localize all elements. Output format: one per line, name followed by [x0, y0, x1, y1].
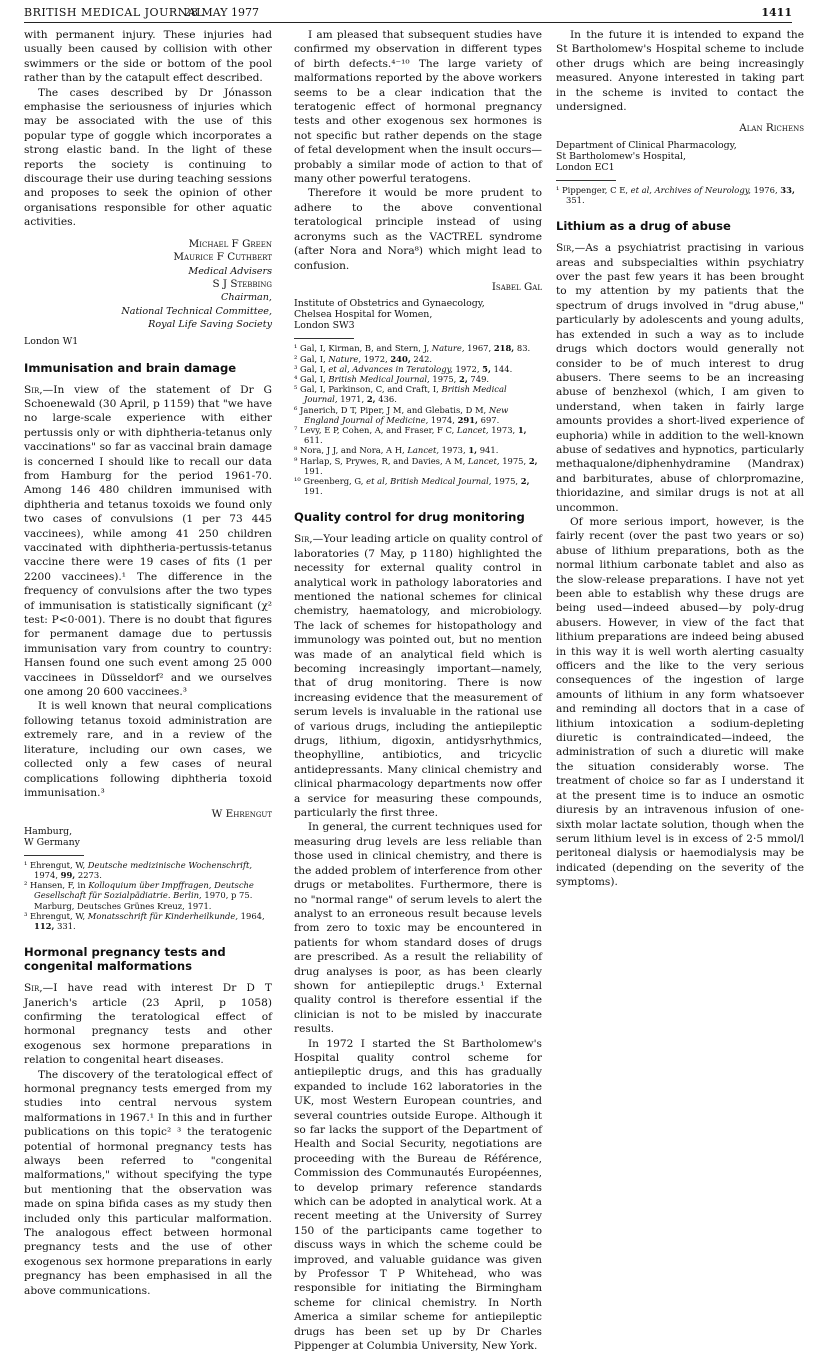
reference-item: ³ Gal, I, et al, Advances in Teratology, 1972, 5, 144. — [294, 363, 513, 374]
column-1 — [24, 28, 272, 1297]
references-rule — [294, 338, 354, 339]
reference-item: ⁹ Harlap, S, Prywes, R, and Davies, A M, Lancet, 1975, 2, 191. — [294, 455, 538, 476]
journal-name: BRITISH MEDICAL JOURNAL — [24, 6, 204, 19]
lithium-paragraph-2: Of more serious import, however, is the fairly recent (over the past two years or so) abuse of lithium preparations, both as the normal lithium carbonate tablet and also as the slow-release preparations. I have not yet been able to establish why these drugs are being used—indeed abused—by poly-drug abusers. However, in view of the fact that lithium preparations are indeed being abused in this way it is well worth alerting casualty officers and the like to the very serious consequences of the ingestion of large amounts of lithium in any form whatsoever and reminding all doctors that in a case of lithium intoxication a sodium-depleting diuretic is contraindicated—indeed, the administration of such a diuretic will make the situation considerably worse. The treatment of choice so far as I understand it at the present time is to induce an osmotic diuresis by an intravenous infusion of one-sixth molar lactate solution, though when the serum lithium level is in excess of 2·5 mmol/l peritoneal dialysis or haemodialysis may be indicated (depending on the severity of the symptoms). — [556, 515, 804, 889]
immunisation-references — [24, 860, 272, 931]
reference-item: ⁶ Janerich, D T, Piper, J M, and Glebatis, D M, New England Journal of Medicine, 1974, 291, 697. — [294, 404, 509, 425]
salutation: Sir, — [24, 383, 43, 396]
quality-paragraph-1: Sir,—Your leading article on quality control of laboratories (7 May, p 1180) highlighted the necessity for external quality control in analytical work in pathology laboratories and mentioned the national schemes for clinical chemistry, haematology, and microbiology. The lack of schemes for histopathology and immunology was pointed out, but no mention was made of an analytical field which is becoming increasingly important—namely, that of drug monitoring. There is now increasing evidence that the measurement of serum levels is invaluable in the rational use of various drugs, including the antiepileptic drugs, lithium, digoxin, antidysrhythmics, theophylline, antibiotics, and tricyclic antidepressants. Many clinical chemistry and clinical pharmacology departments now offer a service for measuring these compounds, particularly the first three. — [294, 533, 542, 820]
salutation: Sir, — [24, 982, 43, 995]
signature-stebbing: S J Stebbing — [212, 277, 272, 290]
goggles-address: London W1 — [24, 335, 79, 347]
column-2 — [294, 28, 542, 1353]
running-header — [24, 6, 792, 26]
role-chairman: Chairman, — [221, 292, 272, 304]
hormonal-paragraph-4: Therefore it would be more prudent to adhere to the above conventional teratological principle instead of using acronyms such as the VACTREL syndrome (after Nora and Nora⁸) which might lead to confusion. — [294, 187, 542, 272]
reference-item: ⁴ Gal, I, British Medical Journal, 1975, 2, 749. — [294, 373, 490, 384]
immunisation-signature: W Ehrengut — [211, 808, 272, 821]
reference-item: ⁸ Nora, J J, and Nora, A H, Lancet, 1973, 1, 941. — [294, 445, 499, 456]
role-committee: National Technical Committee, — [121, 305, 272, 317]
lithium-heading: Lithium as a drug of abuse — [556, 219, 731, 234]
role-medical-advisers: Medical Advisers — [188, 265, 272, 277]
role-society: Royal Life Saving Society — [148, 319, 272, 331]
immunisation-heading: Immunisation and brain damage — [24, 360, 237, 375]
reference-item: ⁷ Levy, E P, Cohen, A, and Fraser, F C, Lancet, 1973, 1, 611. — [294, 424, 527, 446]
signature-green: Michael F Green — [188, 237, 272, 250]
goggles-paragraph-2: The cases described by Dr Jónasson emphasise the seriousness of injuries which may be associated with the use of this popular type of goggle which incorporates a strong elastic band. In the light of these reports the society is continuing to discourage their use during teaching sessions and proposes to seek the opinion of other organisations responsible for other aquatic activities. — [24, 86, 272, 229]
quality-paragraph-2: In general, the current techniques used for measuring drug levels are less reliable than those used in clinical chemistry, and there is the added problem of interference from other drugs or metabolites. Furthermore, there is no "normal range" of serum levels to alert the analyst to an erroneous result because levels from zero to toxic may be encountered in patients for whom standard doses of drugs are prescribed. As a result the reliability of drug analyses is poor, as has been clearly shown for antiepileptic drugs.¹ External quality control is therefore essential if the clinician is not to be misled by inaccurate results. — [294, 821, 542, 1036]
references-rule — [556, 180, 616, 181]
quality-signature: Alan Richens — [739, 122, 804, 135]
lithium-paragraph-1: Sir,—As a psychiatrist practising in various areas and subspecialties within psychiatry over the past few years it has been brought to my attention by my patients that the spectrum of drugs involved in "drug abuse," particularly by adolescents and young adults, has extended in such a way as to include drugs which doctors would generally not consider to be of much interest to drug abusers. There seems to be an increasing abuse of benzhexol (which, I am given to understand, when taken in fairly large amounts provides a short-lived experience of euphoria) while in addition to the well-known abuse of sedatives and hypnotics, particularly methaqualone/diphenhydramine (Mandrax) and barbiturates, abuse of chlorpromazine, thioridazine, and similar drugs is not at all uncommon. — [556, 242, 804, 514]
immunisation-paragraph-1: Sir,—In view of the statement of Dr G Schoenewald (30 April, p 1159) that "we have no large-scale experience with either pertussis only or with diphtheria-tetanus only vaccinations" so far as vaccinal brain damage is concerned I should like to recall our data from Hamburg for the period 1961-70. Among 146 480 children immunised with diphtheria and tetanus toxoids we found only two cases of convulsions (1 per 73 445 vaccinees), while among 41 250 children vaccinated with diphtheria-pertussis-tetanus vaccine there were 19 cases of fits (1 per 2200 vaccinees).¹ The difference in the frequency of convulsions after the two types of immunisation is statistically significant (χ² test: P<0·001). There is no doubt that figures for permanent damage due to pertussis immunisation vary from country to country: Hansen found one such event among 25 000 vaccinees in Düsseldorf² and we ourselves one among 20 600 vaccinees.³ — [24, 383, 272, 699]
goggles-paragraph-1: with permanent injury. These injuries had usually been caused by collision with other swimmers or the side or bottom of the pool rather than by the catapult effect described. — [24, 29, 272, 85]
reference-item: ³ Ehrengut, W, Monatsschrift für Kinderheilkunde, 1964, 112, 331. — [24, 910, 265, 931]
immunisation-address: Hamburg, W Germany — [24, 825, 80, 848]
hormonal-paragraph-1: Sir,—I have read with interest Dr D T Janerich's article (23 April, p 1058) confirming the teratological effect of hormonal pregnancy tests and other exogenous sex hormone preparations in relation to congenital heart diseases. — [24, 982, 272, 1067]
issue-date: 28 MAY 1977 — [184, 6, 260, 19]
reference-item: ¹ Gal, I, Kirman, B, and Stern, J, Nature, 1967, 218, 83. — [294, 343, 531, 354]
reference-item: ¹ Pippenger, C E, et al, Archives of Neurology, 1976, 33, 351. — [556, 184, 795, 206]
hormonal-references — [294, 343, 542, 496]
immunisation-paragraph-2: It is well known that neural complications following tetanus toxoid administration are extremely rare, and in a review of the literature, including our own cases, we collected only a few cases of neural complications following diphtheria toxoid immunisation.³ — [24, 700, 272, 799]
quality-heading: Quality control for drug monitoring — [294, 510, 525, 525]
quality-paragraph-3: In 1972 I started the St Bartholomew's Hospital quality control scheme for antiepileptic drugs, and this has gradually expanded to include 162 laboratories in the UK, most Western European countries, and several countries outside Europe. Although it so far lacks the support of the Department of Health and Social Security, negotiations are proceeding with the Bureau de Référence, Commission des Communautés Européennes, to develop primary reference standards which can be adopted in analytical work. At a recent meeting at the University of Surrey 150 of the participants came together to discuss ways in which the scheme could be improved, and valuable guidance was given by Professor T P Whitehead, who was responsible for initiating the Birmingham scheme for clinical chemistry. In North America a similar scheme for antiepileptic drugs has been set up by Dr Charles Pippenger at Columbia University, New York. — [294, 1037, 542, 1353]
hormonal-address: Institute of Obstetrics and Gynaecology, Chelsea Hospital for Women, London SW3 — [294, 298, 485, 332]
quality-paragraph-4: In the future it is intended to expand the St Bartholomew's Hospital scheme to include other drugs which are being increasingly measured. Anyone interested in taking part in the scheme is invited to contact the undersigned. — [556, 29, 804, 114]
column-3 — [556, 28, 804, 1118]
hormonal-heading: Hormonal pregnancy tests and congenital malformations — [24, 945, 226, 974]
goggles-signatures — [24, 238, 272, 332]
salutation: Sir, — [294, 533, 313, 546]
quality-references — [556, 185, 804, 205]
header-rule — [24, 22, 792, 23]
hormonal-paragraph-2: The discovery of the teratological effect of hormonal pregnancy tests emerged from my studies into central nervous system malformations in 1967.¹ In this and in further publications on this topic² ³ the teratogenic potential of hormonal pregnancy tests has always been referred to "congenital malformations," without specifying the type but mentioning that the observation was made on spina bifida cases as my study then included only this particular malformation. The analogous effect between hormonal pregnancy tests and the use of other exogenous sex hormone preparations in early pregnancy has been emphasised in all the above communications. — [24, 1068, 272, 1297]
hormonal-signature: Isabel Gal — [491, 280, 542, 293]
quality-address: Department of Clinical Pharmacology, St Bartholomew's Hospital, London EC1 — [556, 139, 737, 173]
reference-item: ² Gal, I, Nature, 1972, 240, 242. — [294, 353, 433, 364]
signature-cuthbert: Maurice F Cuthbert — [173, 251, 272, 264]
reference-item: ¹ Ehrengut, W, Deutsche medizinische Wochenschrift, 1974, 99, 2273. — [24, 859, 253, 880]
reference-item: ¹⁰ Greenberg, G, et al, British Medical Journal, 1975, 2, 191. — [294, 475, 530, 497]
salutation: Sir, — [556, 242, 575, 255]
reference-item: ⁵ Gal, I, Parkinson, C, and Craft, I, British Medical Journal, 1971, 2, 436. — [294, 384, 507, 405]
hormonal-paragraph-3: I am pleased that subsequent studies have confirmed my observation in different types of birth defects.⁴⁻¹⁰ The large variety of malformations reported by the above workers seems to be a clear indication that the teratogenic effect of hormonal pregnancy tests and other exogenous sex hormones is not specific but rather depends on the stage of fetal development when the insult occurs—probably a similar mode of action to that of many other powerful teratogens. — [294, 29, 542, 186]
reference-item: ² Hansen, F, in Kolloquium über Impffragen, Deutsche Gesellschaft für Sozialpädiatrie. Berlin, 1970, p 75. Marburg, Deutsches Grünes Kreuz, 1971. — [24, 880, 254, 911]
references-rule — [24, 855, 84, 856]
page-number: 1411 — [761, 6, 792, 19]
